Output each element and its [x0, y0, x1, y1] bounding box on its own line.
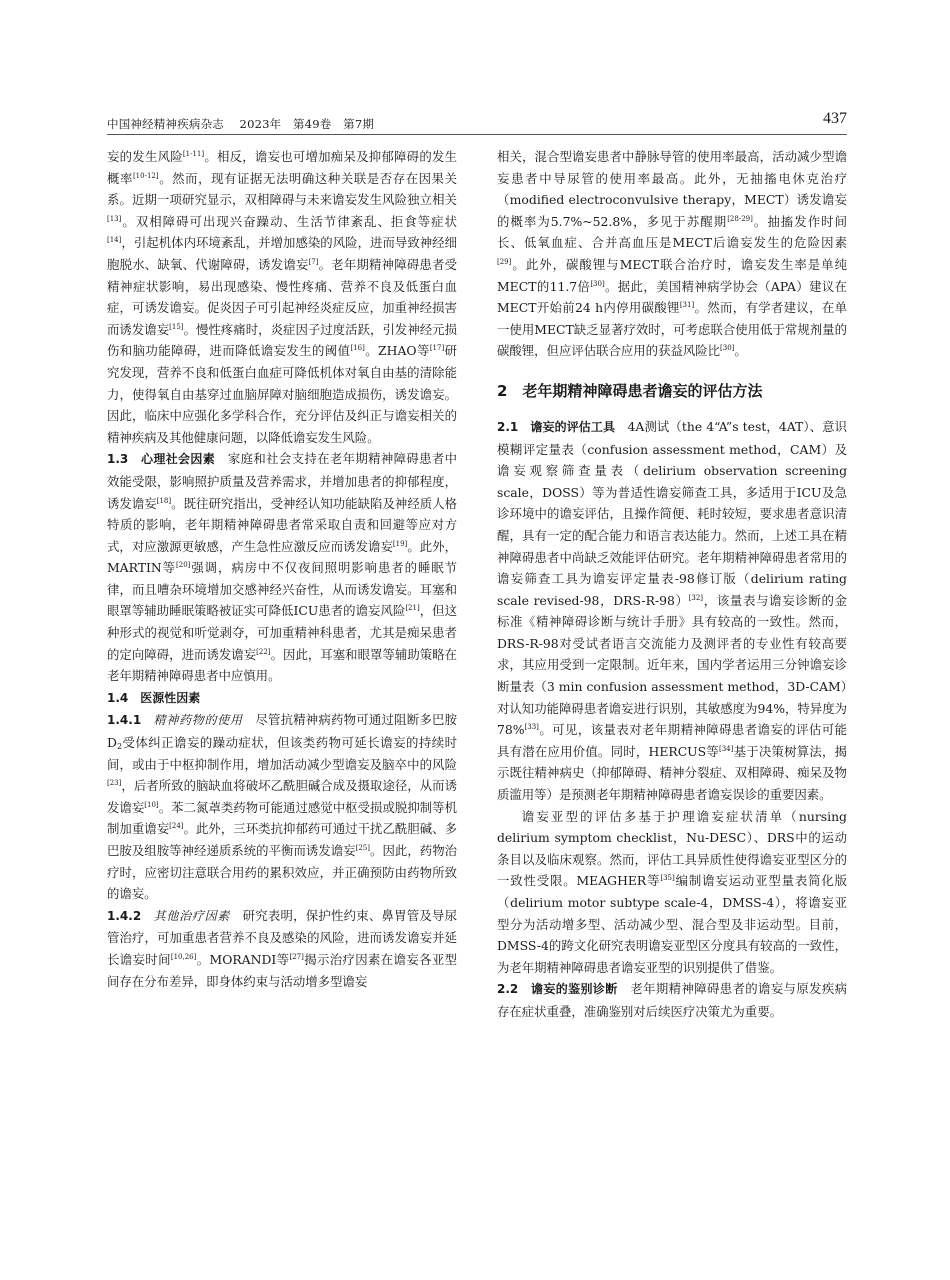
- citation: [1-11]: [182, 150, 205, 158]
- text-run: 受体纠正谵妄的躁动症状，但该类药物可延长谵妄的持续时间，或由于中枢抑制作用，增加活动减少型谵妄及脑卒中的风险: [107, 735, 457, 772]
- paragraph: [497, 146, 847, 362]
- subsection-heading: 2.2 谵妄的鉴别诊断: [497, 982, 618, 997]
- text-run: 家庭和社会支持在老年期精神障碍患者中效能受限，影响照护质量及营养需求，并增加患者的抑郁程度，诱发谵妄: [107, 451, 457, 511]
- citation: [25]: [355, 844, 370, 852]
- text-run: 。老年期精神障碍患者受精神症状影响，易出现感染、慢性疼痛、营养不良及低蛋白血症，可诱发谵妄。促炎因子可引起神经炎症反应，加重神经损害而诱发谵妄: [107, 256, 458, 337]
- paragraph: [497, 416, 847, 806]
- text-run: 。ZHAO等: [364, 343, 430, 359]
- citation: [16]: [350, 344, 365, 353]
- paragraph: [497, 806, 847, 979]
- citation: [30]: [590, 279, 605, 288]
- subsection-heading: 1.4 医源性因素: [107, 690, 201, 705]
- citation: [15]: [169, 322, 184, 331]
- text-run: 。苯二氮䓬类药物可能通过感觉中枢受损或脱抑制等机制加重谵妄: [107, 799, 458, 837]
- citation: [23]: [107, 779, 122, 788]
- citation: [24]: [169, 822, 184, 831]
- text-run: 。相反，谵妄也可增加痴呆及抑郁障碍的发生概率: [107, 149, 458, 186]
- paragraph: [107, 448, 457, 687]
- header-rule: [107, 134, 847, 135]
- text-run: 。可见，该量表对老年期精神障碍患者谵妄的评估可能具有潜在应用价值。同时，HERCUS等: [497, 722, 847, 759]
- subscript: 2: [116, 742, 123, 752]
- citation: [32]: [688, 593, 704, 602]
- citation: [34]: [718, 744, 734, 753]
- text-run: 。然而，现有证据无法明确这种关联是否存在因果关系。近期一项研究显示，双相障碍与未来谵妄发生风险独立相关: [107, 170, 458, 208]
- text-run: 谵妄亚型的评估多基于护理谵妄症状清单（nursing delirium symptom checklist，Nu-DESC）、DRS中的运动条目以及临床观察。然而，评估工具异质性使得谵妄亚型区分的一致性受限。MEAGHER等: [497, 808, 847, 889]
- citation: [29]: [497, 257, 512, 266]
- paragraph: [107, 905, 457, 992]
- text-run: 揭示治疗因素在谵妄各亚型间存在分布差异，即身体约束与活动增多型谵妄: [107, 951, 458, 989]
- text-run: 。此外，三环类抗抑郁药可通过干扰乙酰胆碱、多巴胺及组胺等神经递质系统的平衡而诱发谵妄: [107, 821, 458, 858]
- citation: [22]: [256, 647, 271, 656]
- citation: [18]: [156, 496, 172, 505]
- citation: [30]: [720, 344, 735, 353]
- text-run: 。慢性疼痛时，炎症因子过度活跃，引发神经元损伤和脑功能障碍，进而降低谵妄发生的阈值: [107, 321, 458, 359]
- text-run: 相关，混合型谵妄患者中静脉导管的使用率最高，活动减少型谵妄患者中导尿管的使用率最高。此外，无抽搐电休克治疗（modified electroconvulsive therapy，MECT）诱发谵妄的概率为5.7%~52.8%，多见于苏醒期: [497, 149, 847, 229]
- running-header: [107, 110, 847, 135]
- left-column: [107, 146, 457, 992]
- paragraph: [107, 709, 457, 904]
- text-run: 。因此，药物治疗时，应密切注意联合用药的累积效应，并正确预防由药物所致的谵妄。: [107, 843, 458, 902]
- subsubsection-title: [154, 909, 230, 923]
- citation: [7]: [308, 257, 319, 266]
- text-run: ，后者所致的脑缺血将破坏乙酰胆碱合成及摄取途径，从而诱发谵妄: [107, 778, 457, 815]
- text-run: 强调，病房中不仅夜间照明影响患者的睡眠节律，而且嘈杂环境增加交感神经兴奋性，从而诱发谵妄。耳塞和眼罩等辅助睡眠策略被证实可降低ICU患者的谵妄风险: [107, 560, 458, 619]
- text-run: 基于决策树算法，揭示既往精神病史（抑郁障碍、精神分裂症、双相障碍、痴呆及物质滥用等）是预测老年期精神障碍患者谵妄误诊的重要因素。: [497, 743, 848, 803]
- citation: [21]: [405, 604, 420, 613]
- citation: [20]: [176, 561, 191, 570]
- citation: [35]: [660, 874, 675, 883]
- citation: [10]: [144, 800, 159, 809]
- citation: [17]: [429, 344, 445, 353]
- text-run: 。因此，耳塞和眼罩等辅助策略在老年期精神障碍患者中应慎用。: [107, 646, 458, 684]
- text-run: 。抽搐发作时间长、低氧血症、合并高血压是MECT后谵妄发生的危险因素: [497, 213, 847, 251]
- citation: [33]: [524, 723, 539, 732]
- journal-title: 中国神经精神疾病杂志 2023年 第49卷 第7期: [107, 117, 375, 131]
- text-run: ，该量表与谵妄诊断的金标准《精神障碍诊断与统计手册》具有较高的一致性。然而，DRS-R-98对受试者语言交流能力及测评者的专业性有较高要求，其应用受到一定限制。近年来，国内学者运用三分钟谵妄诊断量表（3 min confusion assessment method，3D-CAM）对认知功能障碍患者谵妄进行识别，其敏感度为94%，特异度为78%: [497, 592, 848, 738]
- text-run: ，引起机体内环境紊乱，并增加感染的风险，进而导致神经细胞脱水、缺氧、代谢障碍，诱发谵妄: [107, 235, 457, 272]
- subsubsection-title-text: 精神药物的使用: [153, 713, 243, 728]
- text-run: 。: [734, 343, 747, 359]
- section-heading: [497, 380, 847, 402]
- page-number: 437: [823, 110, 847, 127]
- text-run: 。MORANDI等: [196, 951, 290, 967]
- text-run: 。此外，MARTIN等: [107, 538, 458, 576]
- text-run: 尽管抗精神病药物可通过阻断多巴胺D: [107, 712, 457, 751]
- text-run: 妄的发生风险: [107, 149, 183, 164]
- subsection-heading: 1.3 心理社会因素: [107, 452, 216, 467]
- subsubsection-title-text: 其他治疗因素: [153, 908, 231, 923]
- paragraph: [107, 687, 457, 710]
- text-run: 研究表明，保护性约束、鼻胃管及导尿管治疗，可加重患者营养不良及感染的风险，进而诱发谵妄并延长谵妄时间: [107, 907, 457, 967]
- paragraph: [107, 146, 457, 448]
- text-run: 研究发现，营养不良和低蛋白血症可降低机体对氧自由基的清除能力，使得氧自由基穿过血脑屏障对脑细胞造成损伤，诱发谵妄。因此，临床中应强化多学科合作，充分评估及纠正与谵妄相关的精神疾病及其他健康问题，以降低谵妄发生风险。: [107, 343, 457, 445]
- text-run: 。据此，美国精神病学协会（APA）建议在MECT开始前24 h内停用碳酸锂: [497, 278, 847, 316]
- subsubsection-title: [154, 713, 243, 727]
- citation: [28-29]: [727, 214, 753, 223]
- subsubsection-number: 1.4.1: [107, 713, 154, 728]
- citation: [10,26]: [170, 952, 197, 961]
- citation: [13]: [107, 214, 122, 223]
- paragraph: [497, 978, 847, 1022]
- citation: [14]: [107, 236, 122, 245]
- text-run: 。双相障碍可出现兴奋躁动、生活节律紊乱、拒食等症状: [121, 213, 457, 229]
- text-run: 。既往研究指出，受神经认知功能缺陷及神经质人格特质的影响，老年期精神障碍患者常采取自责和回避等应对方式，对应激源更敏感，产生急性应激反应而诱发谵妄: [107, 495, 458, 554]
- citation: [19]: [392, 539, 408, 548]
- text-run: ，但这种形式的视觉和听觉剥夺，可加重精神科患者，尤其是痴呆患者的定向障碍，进而诱发谵妄: [107, 603, 457, 662]
- text-run: 编制谵妄运动亚型量表简化版（delirium motor subtype scale-4，DMSS-4），将谵妄亚型分为活动增多型、活动减少型、混合型及非运动型。目前，DMSS-4的跨文化研究表明谵妄亚型区分度具有较高的一致性，为老年期精神障碍患者谵妄亚型的识别提供了借鉴。: [497, 873, 847, 975]
- text-run: 。此外，碳酸锂与MECT联合治疗时，谵妄发生率是单纯MECT的11.7倍: [497, 256, 847, 294]
- citation: [31]: [679, 301, 695, 310]
- citation: [27]: [289, 952, 304, 961]
- text-run: 4A测试（the 4“A”s test，4AT）、意识模糊评定量表（confusion assessment method，CAM）及谵妄观察筛查量表（delirium observation screening scale，DOSS）等为普适性谵妄筛查工具，多适用于ICU及急诊环境中的谵妄评估，且操作简便、耗时较短，要求患者意识清醒，具有一定的配合能力和语言表达能力。然而，上述工具在精神障碍患者中尚缺乏效能评估研究。老年期精神障碍患者常用的谵妄筛查工具为谵妄评定量表-98修订版（delirium rating scale revised-98，DRS-R-98）: [497, 418, 847, 608]
- text-run: 2 老年期精神障碍患者谵妄的评估方法: [497, 381, 763, 400]
- right-column: [497, 146, 847, 1023]
- subsubsection-number: 1.4.2: [107, 908, 154, 923]
- text-run: 老年期精神障碍患者的谵妄与原发疾病存在症状重叠，准确鉴别对后续医疗决策尤为重要。: [497, 981, 848, 1019]
- text-run: 。然而，有学者建议，在单一使用MECT缺乏显著疗效时，可考虑联合使用低于常规剂量的碳酸锂，但应评估联合应用的获益风险比: [497, 300, 847, 359]
- subsection-heading: 2.1 谵妄的评估工具: [497, 419, 616, 434]
- citation: [10-12]: [132, 171, 159, 180]
